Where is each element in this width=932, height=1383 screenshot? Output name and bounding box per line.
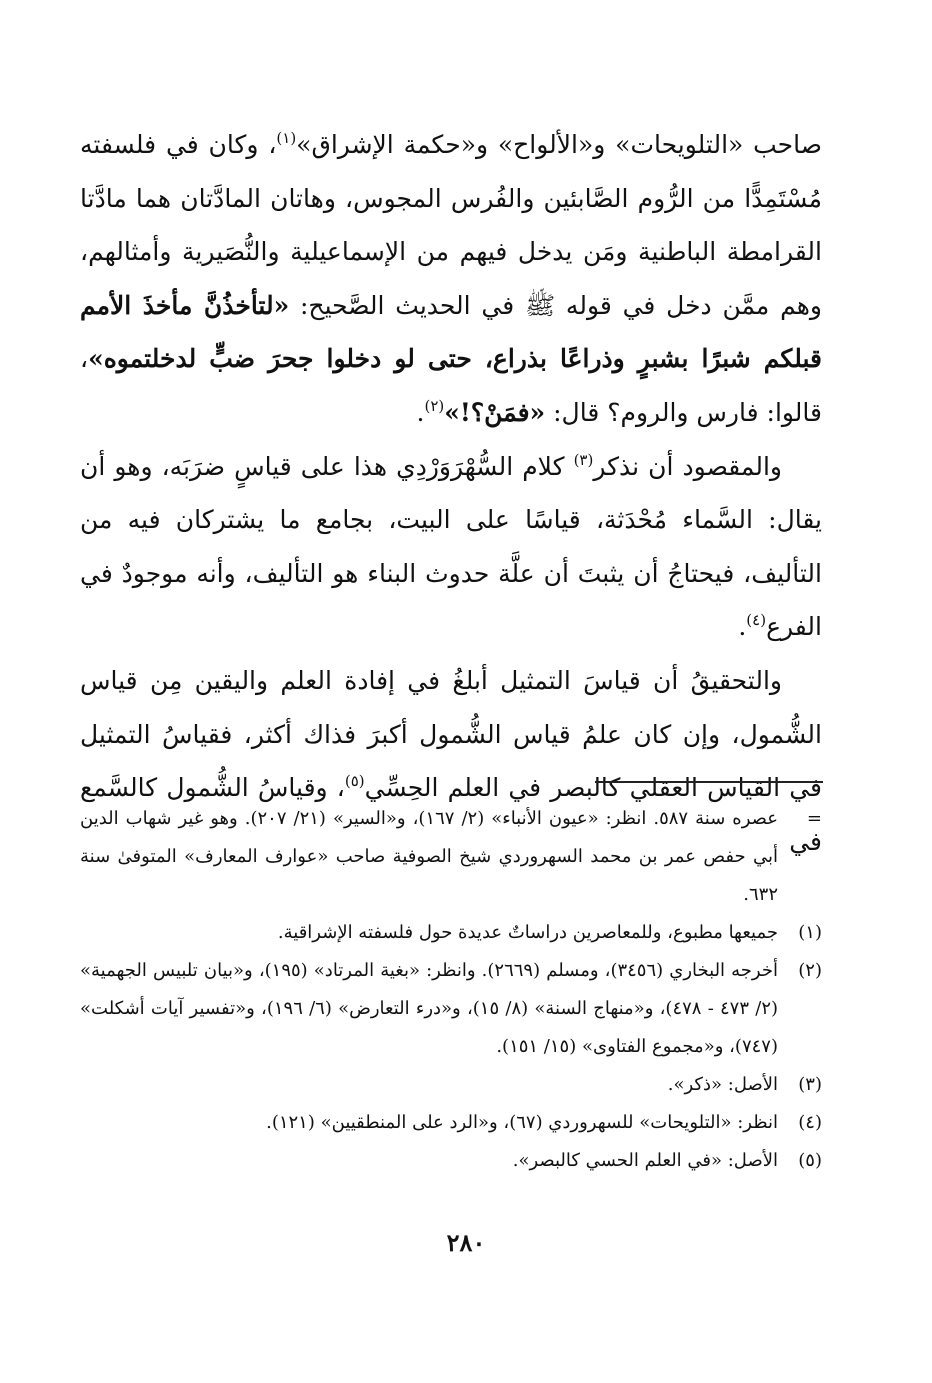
hadith-quote: «لتأخذُنَّ مأخذَ الأمم قبلكم شبرًا بشبرٍ وذراعًا بذراع، حتى لو دخلوا جحرَ ضبٍّ لدخلتموه»	[80, 290, 822, 374]
footnote-mark: (٥)	[798, 1150, 822, 1171]
hadith-answer: «فمَنْ؟!»	[444, 397, 546, 427]
footnote-text: جميعها مطبوع، وللمعاصرين دراساتٌ عديدة حول فلسفته الإشراقية.	[277, 922, 778, 943]
text-segment: صاحب «التلويحات» و«الألواح» و«حكمة الإشراق»	[296, 130, 822, 159]
footnote-ref-3: (٣)	[573, 450, 594, 469]
footnote-mark: (٣)	[798, 1074, 822, 1095]
footnote-ref-4: (٤)	[746, 611, 767, 630]
text-segment: .	[738, 612, 747, 642]
main-text-block	[80, 118, 822, 868]
text-segment: كلام السُّهْرَوَرْدِي هذا على قياسٍ ضرَبَه، وهو أن يقال: السَّماء مُحْدَثة، قياسًا على البيت، بجامع ما يشتركان فيه من التأليف، فيحتاجُ أن يثبتَ أن علَّة حدوث البناء هو التأليف، وأنه موجودٌ في الفرع	[80, 451, 822, 642]
text-segment: والتحقيقُ أن قياسَ التمثيل أبلغُ في إفادة العلم واليقين مِن قياس الشُّمول، وإن كان علمُ قياس الشُّمول أكبرَ فذاك أكثر، فقياسُ التمثيل في القياس العقلي كالبصر في العلم الحِسِّي	[80, 665, 822, 803]
footnote-ref-5: (٥)	[344, 772, 365, 791]
footnote-continuation	[80, 800, 822, 914]
page-number: ٢٨٠	[446, 1228, 486, 1257]
paragraph-1	[80, 118, 822, 440]
footnote-5	[80, 1142, 822, 1180]
footnote-mark: (١)	[798, 922, 822, 943]
footnote-text: الأصل: «ذكر».	[667, 1074, 778, 1095]
footnote-separator	[595, 781, 823, 783]
footnotes-section	[80, 800, 822, 1180]
text-segment: والمقصود أن نذكر	[593, 451, 782, 481]
footnote-text: انظر: «التلويحات» للسهروردي (٦٧)، و«الرد على المنطقيين» (١٢١).	[266, 1112, 778, 1133]
text-segment: ، وكان في فلسفته مُسْتَمِدًّا من الرُّوم الصَّابئين والفُرس المجوس، وهاتان المادَّتان هما مادَّتا القرامطة الباطنية ومَن يدخل فيهم من الإسماعيلية والنُّصَيرية وأمثالهم، وهم ممَّن دخل في قوله ﷺ في الحديث الصَّحيح:	[80, 130, 822, 320]
text-segment: ، قالوا: فارس والروم؟ قال:	[80, 344, 822, 427]
footnote-ref-2: (٢)	[424, 396, 445, 415]
footnote-3	[80, 1066, 822, 1104]
text-segment: ، وقياسُ الشُّمول كالسَّمع في	[80, 773, 822, 856]
footnote-text: الأصل: «في العلم الحسي كالبصر».	[512, 1150, 778, 1171]
text-segment: .	[416, 397, 425, 427]
footnote-mark: (٢)	[798, 960, 822, 981]
footnote-4	[80, 1104, 822, 1142]
footnote-mark: =	[806, 808, 822, 829]
footnote-text: أخرجه البخاري (٣٤٥٦)، ومسلم (٢٦٦٩). وانظر: «بغية المرتاد» (١٩٥)، و«بيان تلبيس الجهمية» (٢/ ٤٧٣ - ٤٧٨)، و«منهاج السنة» (٨/ ١٥)، و«درء التعارض» (٦/ ١٩٦)، و«تفسير آيات أشكلت» (٧٤٧)، و«مجموع الفتاوى» (١٥/ ١٥١).	[80, 960, 779, 1057]
paragraph-2	[80, 440, 822, 654]
footnote-1	[80, 914, 822, 952]
footnote-mark: (٤)	[798, 1112, 822, 1133]
footnote-text: عصره سنة ٥٨٧. انظر: «عيون الأنباء» (٢/ ١٦٧)، و«السير» (٢١/ ٢٠٧). وهو غير شهاب الدين أبي حفص عمر بن محمد السهروردي شيخ الصوفية صاحب «عوارف المعارف» المتوفىٰ سنة ٦٣٢.	[80, 808, 778, 905]
footnote-ref-1: (١)	[276, 129, 297, 147]
footnote-2	[80, 952, 822, 1066]
